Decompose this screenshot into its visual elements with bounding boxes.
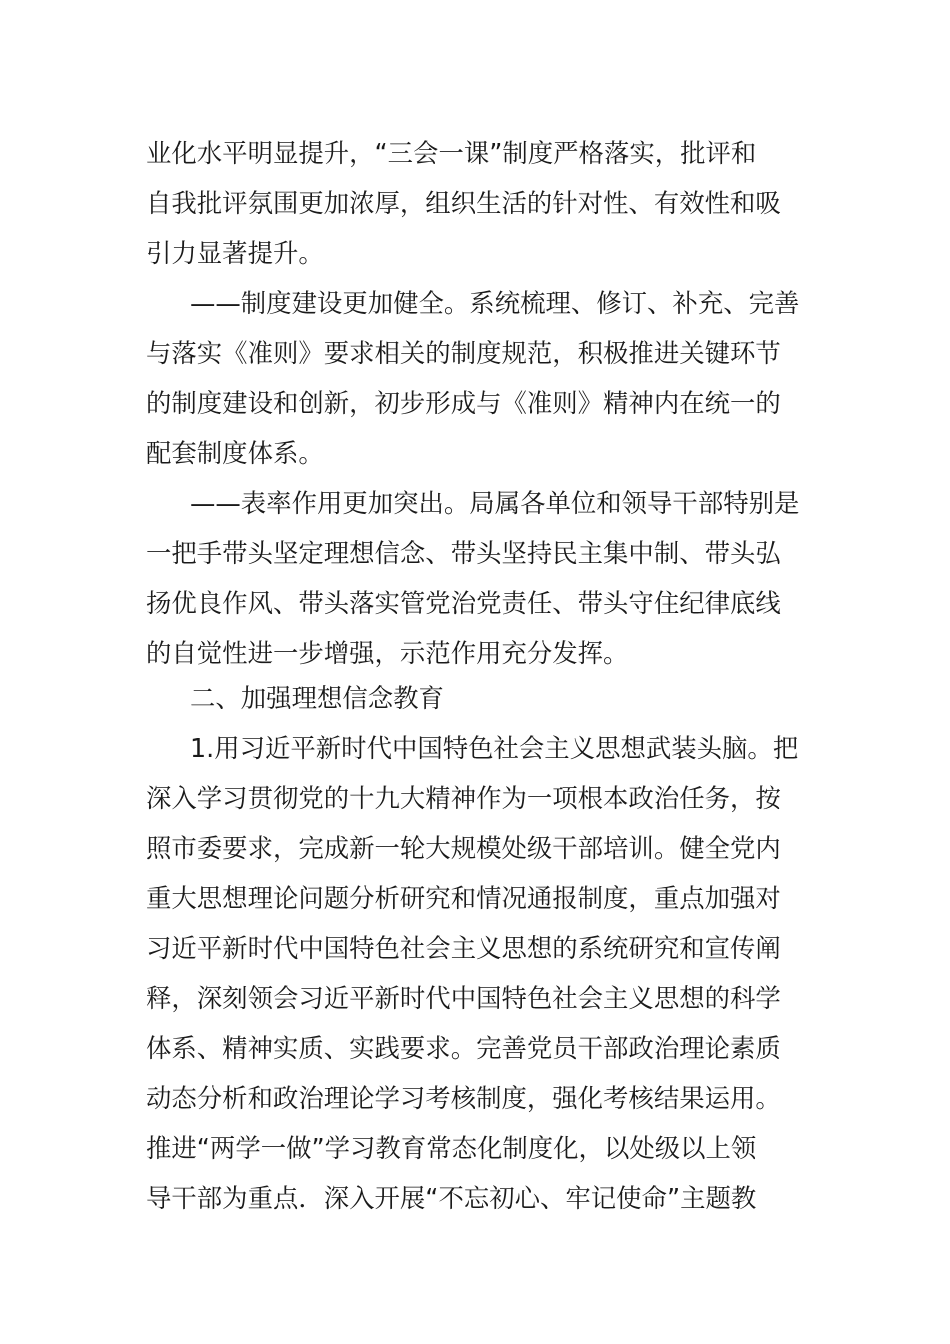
text-line: 自我批评氛围更加浓厚，组织生活的针对性、有效性和吸 bbox=[146, 188, 781, 218]
section-heading: 二、加强理想信念教育 bbox=[190, 683, 444, 713]
text-line: 与落实《准则》要求相关的制度规范，积极推进关键环节 bbox=[146, 338, 781, 368]
text-line: 照市委要求，完成新一轮大规模处级干部培训。健全党内 bbox=[146, 833, 781, 863]
text-line: 引力显著提升。 bbox=[146, 238, 324, 268]
paragraph-heading-role-model: ——表率作用更加突出。局属各单位和领导干部特别是 bbox=[190, 488, 800, 518]
text-line: 推进“两学一做”学习教育常态化制度化，以处级以上领 bbox=[146, 1133, 757, 1163]
text-line: 配套制度体系。 bbox=[146, 438, 324, 468]
text-line: 的自觉性进一步增强，示范作用充分发挥。 bbox=[146, 638, 629, 668]
text-line: 业化水平明显提升，“三会一课”制度严格落实，批评和 bbox=[146, 138, 757, 168]
text-line: 深入学习贯彻党的十九大精神作为一项根本政治任务，按 bbox=[146, 783, 781, 813]
text-line: 释，深刻领会习近平新时代中国特色社会主义思想的科学 bbox=[146, 983, 781, 1013]
text-line: 习近平新时代中国特色社会主义思想的系统研究和宣传阐 bbox=[146, 933, 781, 963]
text-line: 体系、精神实质、实践要求。完善党员干部政治理论素质 bbox=[146, 1033, 781, 1063]
numbered-item-heading: 1.用习近平新时代中国特色社会主义思想武装头脑。把 bbox=[190, 733, 799, 763]
text-line: 动态分析和政治理论学习考核制度，强化考核结果运用。 bbox=[146, 1083, 781, 1113]
text-line: 扬优良作风、带头落实管党治党责任、带头守住纪律底线 bbox=[146, 588, 781, 618]
paragraph-heading-system: ——制度建设更加健全。系统梳理、修订、补充、完善 bbox=[190, 288, 800, 318]
text-line: 重大思想理论问题分析研究和情况通报制度，重点加强对 bbox=[146, 883, 781, 913]
text-line: 导干部为重点．深入开展“不忘初心、牢记使命”主题教 bbox=[146, 1183, 757, 1213]
text-line: 的制度建设和创新，初步形成与《准则》精神内在统一的 bbox=[146, 388, 781, 418]
text-line: 一把手带头坚定理想信念、带头坚持民主集中制、带头弘 bbox=[146, 538, 781, 568]
